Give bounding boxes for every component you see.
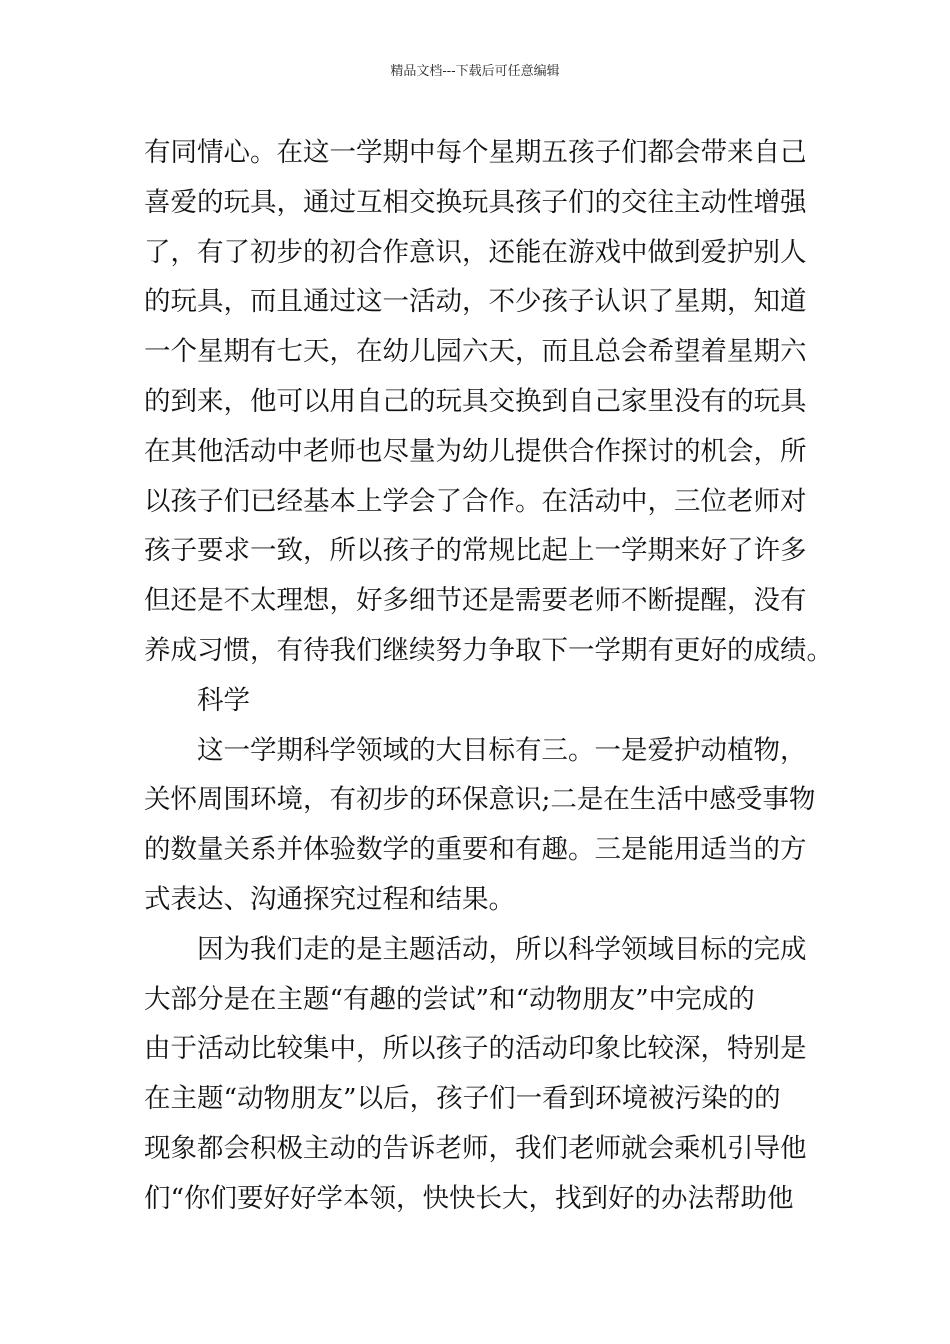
text-line: 由于活动比较集中，所以孩子的活动印象比较深，特别是 [144, 1033, 807, 1065]
text-line: 这一学期科学领域的大目标有三。一是爱护动植物， [197, 734, 807, 766]
text-line: 喜爱的玩具，通过互相交换玩具孩子们的交往主动性增强 [144, 186, 807, 218]
text-line: 在其他活动中老师也尽量为幼儿提供合作探讨的机会，所 [144, 435, 807, 467]
text-line: 大部分是在主题“有趣的尝试”和“动物朋友”中完成的 [144, 983, 755, 1015]
text-line: 但还是不太理想，好多细节还是需要老师不断提醒，没有 [144, 585, 807, 617]
text-line: 现象都会积极主动的告诉老师，我们老师就会乘机引导他 [144, 1132, 807, 1164]
text-line: 的到来，他可以用自己的玩具交换到自己家里没有的玩具 [144, 385, 807, 417]
section-heading: 科学 [197, 684, 250, 716]
text-line: 关怀周围环境，有初步的环保意识;二是在生活中感受事物 [144, 784, 816, 816]
document-body [144, 128, 833, 1224]
text-line: 的玩具，而且通过这一活动，不少孩子认识了星期，知道 [144, 286, 807, 318]
text-line: 因为我们走的是主题活动，所以科学领域目标的完成 [197, 933, 807, 965]
text-line: 孩子要求一致，所以孩子的常规比起上一学期来好了许多 [144, 535, 807, 567]
text-line: 以孩子们已经基本上学会了合作。在活动中，三位老师对 [144, 485, 807, 517]
page-header: 精品文档---下载后可任意编辑 [390, 64, 560, 79]
text-line: 的数量关系并体验数学的重要和有趣。三是能用适当的方 [144, 834, 807, 866]
text-line: 式表达、沟通探究过程和结果。 [144, 883, 515, 915]
text-line: 养成习惯，有待我们继续努力争取下一学期有更好的成绩。 [144, 634, 833, 666]
text-line: 们“你们要好好学本领，快快长大，找到好的办法帮助他 [144, 1182, 794, 1214]
paragraph-cooperation [144, 128, 833, 676]
text-line: 有同情心。在这一学期中每个星期五孩子们都会带来自己 [144, 137, 807, 168]
paragraph-science-goals [144, 726, 816, 925]
text-line: 在主题“动物朋友”以后，孩子们一看到环境被污染的的 [144, 1083, 781, 1115]
paragraph-theme-activities [144, 925, 809, 1224]
section-heading-science [144, 676, 809, 726]
text-line: 了，有了初步的初合作意识，还能在游戏中做到爱护别人 [144, 236, 807, 268]
text-line: 一个星期有七天，在幼儿园六天，而且总会希望着星期六 [144, 336, 807, 368]
